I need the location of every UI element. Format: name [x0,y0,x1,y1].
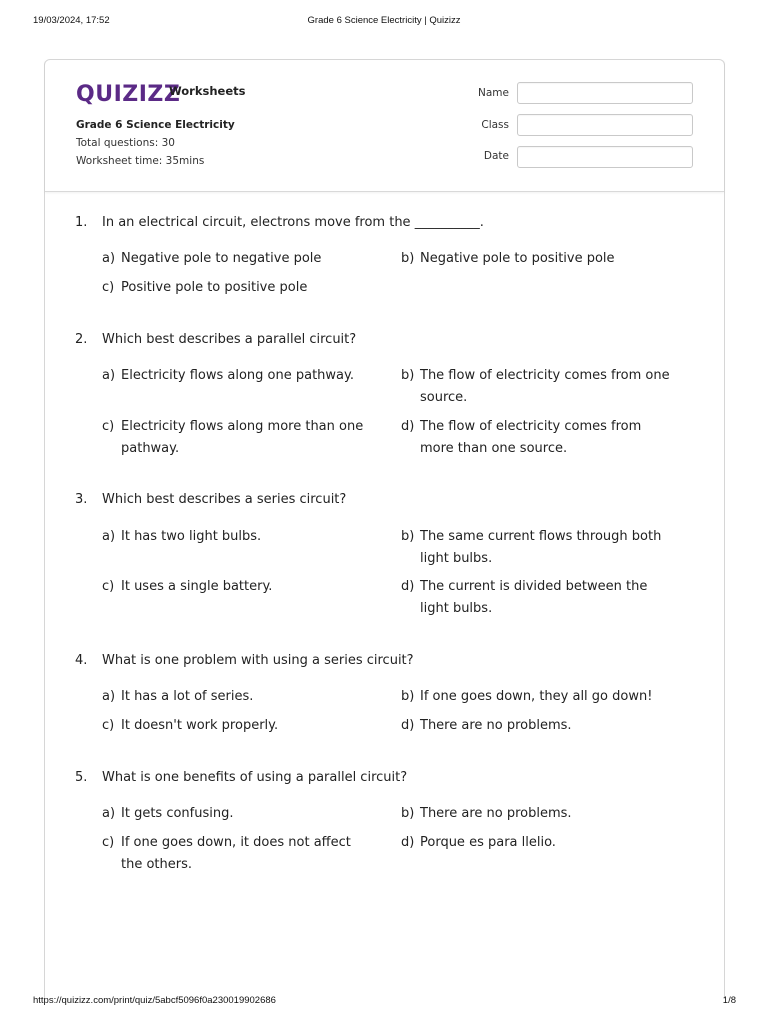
page-number: 1/8 [722,995,736,1006]
question-text: What is one problem with using a series circuit? [102,653,414,668]
print-url: https://quizizz.com/print/quiz/5abcf5096f0a230019902686 [33,995,276,1006]
option-letter: c) [102,579,115,594]
option-text: The current is divided between the light bulbs. [420,579,648,616]
logo-subtitle: Worksheets [169,84,246,98]
name-field[interactable] [517,82,693,104]
option-text: It has two light bulbs. [121,529,262,544]
option-text: It uses a single battery. [121,579,273,594]
option-text: Negative pole to negative pole [121,251,322,266]
question-number: 1. [75,215,88,230]
option-a[interactable] [102,365,372,387]
date-label: Date [483,150,509,162]
option-b[interactable] [401,365,671,409]
option-text: It doesn't work properly. [121,718,279,733]
quizizz-logo [76,81,180,107]
option-text: There are no problems. [420,718,572,733]
option-letter: a) [102,529,116,544]
option-c[interactable] [102,277,372,299]
option-c[interactable] [102,832,372,876]
option-d[interactable] [401,576,671,620]
option-c[interactable] [102,715,372,737]
option-letter: a) [102,368,116,383]
option-letter: b) [401,689,415,704]
option-text: If one goes down, they all go down! [420,689,653,704]
option-letter: b) [401,368,415,383]
question-number: 5. [75,770,88,785]
question-text: Which best describes a parallel circuit? [102,332,357,347]
option-text: If one goes down, it does not affect the others. [121,835,351,872]
option-b[interactable] [401,526,671,570]
name-label: Name [478,87,509,99]
option-c[interactable] [102,416,372,460]
option-d[interactable] [401,832,671,854]
question-number: 3. [75,492,88,507]
option-letter: d) [401,835,415,850]
option-a[interactable] [102,803,372,825]
class-field[interactable] [517,114,693,136]
option-letter: d) [401,718,415,733]
option-text: Electricity flows along more than one pathway. [121,419,364,456]
option-letter: b) [401,806,415,821]
option-a[interactable] [102,248,372,270]
print-timestamp: 19/03/2024, 17:52 [33,15,110,26]
option-text: The flow of electricity comes from one source. [420,368,670,405]
question-number: 4. [75,653,88,668]
option-letter: c) [102,280,115,295]
print-header [0,15,768,29]
option-letter: a) [102,251,116,266]
option-letter: b) [401,251,415,266]
date-field[interactable] [517,146,693,168]
option-text: The flow of electricity comes from more than one source. [420,419,642,456]
option-letter: d) [401,419,415,434]
question-text: Which best describes a series circuit? [102,492,347,507]
worksheet-header [45,60,724,192]
worksheet-title: Grade 6 Science Electricity [76,119,235,131]
class-label: Class [481,119,509,131]
total-questions: Total questions: 30 [76,137,175,149]
worksheet-time: Worksheet time: 35mins [76,155,205,167]
option-a[interactable] [102,686,372,708]
logo-wordmark: QUIZIZZ [76,81,181,107]
option-text: Porque es para llelio. [420,835,556,850]
option-letter: d) [401,579,415,594]
option-letter: c) [102,718,115,733]
question-text: In an electrical circuit, electrons move from the __________. [102,215,484,230]
option-letter: a) [102,806,116,821]
option-text: The same current flows through both light bulbs. [420,529,662,566]
print-footer [0,995,768,1009]
print-page-title: Grade 6 Science Electricity | Quizizz [307,15,461,26]
option-letter: c) [102,835,115,850]
option-text: There are no problems. [420,806,572,821]
option-a[interactable] [102,526,372,548]
option-c[interactable] [102,576,372,598]
option-d[interactable] [401,715,671,737]
option-b[interactable] [401,803,671,825]
option-letter: c) [102,419,115,434]
option-text: Positive pole to positive pole [121,280,308,295]
option-d[interactable] [401,416,671,460]
option-text: Electricity flows along one pathway. [121,368,354,383]
worksheet-sheet [44,59,725,999]
question-text: What is one benefits of using a parallel circuit? [102,770,408,785]
question-number: 2. [75,332,88,347]
option-b[interactable] [401,686,671,708]
option-letter: b) [401,529,415,544]
option-text: Negative pole to positive pole [420,251,615,266]
option-b[interactable] [401,248,671,270]
option-letter: a) [102,689,116,704]
option-text: It has a lot of series. [121,689,254,704]
option-text: It gets confusing. [121,806,234,821]
